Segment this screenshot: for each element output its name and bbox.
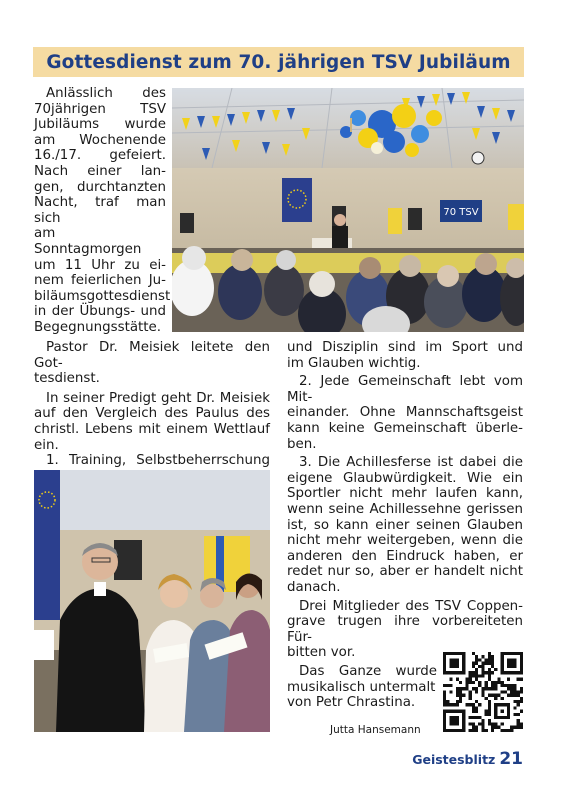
text-line: 2. Jede Gemeinschaft lebt vom Mit- xyxy=(287,374,523,405)
text-line: einander. Ohne Mannschaftsgeist xyxy=(287,405,523,421)
author-name: Jutta Hansemann xyxy=(330,724,421,736)
text-line: Nach einer lan- xyxy=(34,163,166,179)
text-line: ist, so kann einer seinen Glauben xyxy=(287,517,523,533)
text-line: gen, durchtanzten xyxy=(34,179,166,195)
text-line: redet nur so, aber er handelt nicht xyxy=(287,564,523,580)
hall-banner-text: 70 TSV xyxy=(443,207,479,218)
magazine-name: Geistesblitz xyxy=(412,752,496,767)
photo-readers xyxy=(34,470,270,732)
text-line: kann keine Gemeinschaft überle- xyxy=(287,420,523,436)
text-line: tesdienst. xyxy=(34,371,100,387)
text-line: am Wochenende xyxy=(34,132,166,148)
text-line: Anlässlich des xyxy=(46,86,166,101)
text-line: am Sonntagmorgen xyxy=(34,226,142,257)
page-number: 21 xyxy=(499,749,523,769)
text-line: im Glauben wichtig. xyxy=(287,355,421,371)
text-line: Nacht, traf man sich xyxy=(34,195,166,226)
text-line: 3. Die Achillesferse ist dabei die xyxy=(299,455,523,471)
text-line: auf den Vergleich des Paulus des xyxy=(34,406,270,422)
article-title: Gottesdienst zum 70. jährigen TSV Jubiläum xyxy=(46,51,511,73)
text-line: ein. xyxy=(34,437,59,453)
text-line: bitten vor. xyxy=(287,645,356,661)
qr-code[interactable] xyxy=(443,652,523,732)
photo-service-hall xyxy=(172,88,524,332)
text-line: Sportler nicht mehr laufen kann, xyxy=(287,486,523,502)
text-line: und Disziplin sind im Sport und xyxy=(287,340,523,355)
text-line: Begegnungsstätte. xyxy=(34,319,162,335)
text-line: Pastor Dr. Meisiek leitete den Got- xyxy=(34,340,270,371)
text-line: In seiner Predigt geht Dr. Meisiek xyxy=(46,390,270,406)
intro-column xyxy=(34,86,171,336)
text-line: nem feierlichen Ju- xyxy=(34,273,166,289)
text-line: nicht mehr weitergeben, wenn die xyxy=(287,533,523,549)
text-line: in der Übungs- und xyxy=(34,304,166,320)
title-bar xyxy=(33,47,524,77)
text-line: Das Ganze wurde xyxy=(299,664,437,679)
music-credit xyxy=(287,664,437,711)
text-line: Drei Mitglieder des TSV Coppen- xyxy=(299,598,523,614)
text-line: Jubiläums wurde xyxy=(34,117,166,133)
text-line: 1. Training, Selbstbeherrschung xyxy=(46,453,270,469)
text-line: grave trugen ihre vorbereiteten Für- xyxy=(287,614,523,645)
left-column xyxy=(34,340,270,469)
text-line: danach. xyxy=(287,579,341,595)
text-line: anderen den Eindruck haben, er xyxy=(287,548,523,564)
text-line: musikalisch untermalt xyxy=(287,679,436,695)
page-footer xyxy=(412,749,523,769)
text-line: 16./17. gefeiert. xyxy=(34,148,166,164)
text-line: christl. Lebens mit einem Wettlauf xyxy=(34,421,270,437)
text-line: um 11 Uhr zu ei- xyxy=(34,257,166,273)
text-line: wenn seine Achillessehne gerissen xyxy=(287,501,523,517)
text-line: ben. xyxy=(287,436,317,452)
right-column xyxy=(287,340,523,661)
text-line: von Petr Chrastina. xyxy=(287,695,416,711)
text-line: eigene Glaubwürdigkeit. Wie ein xyxy=(287,470,523,486)
text-line: 70jährigen TSV xyxy=(34,101,166,117)
text-line: biläumsgottesdienst xyxy=(34,288,171,304)
